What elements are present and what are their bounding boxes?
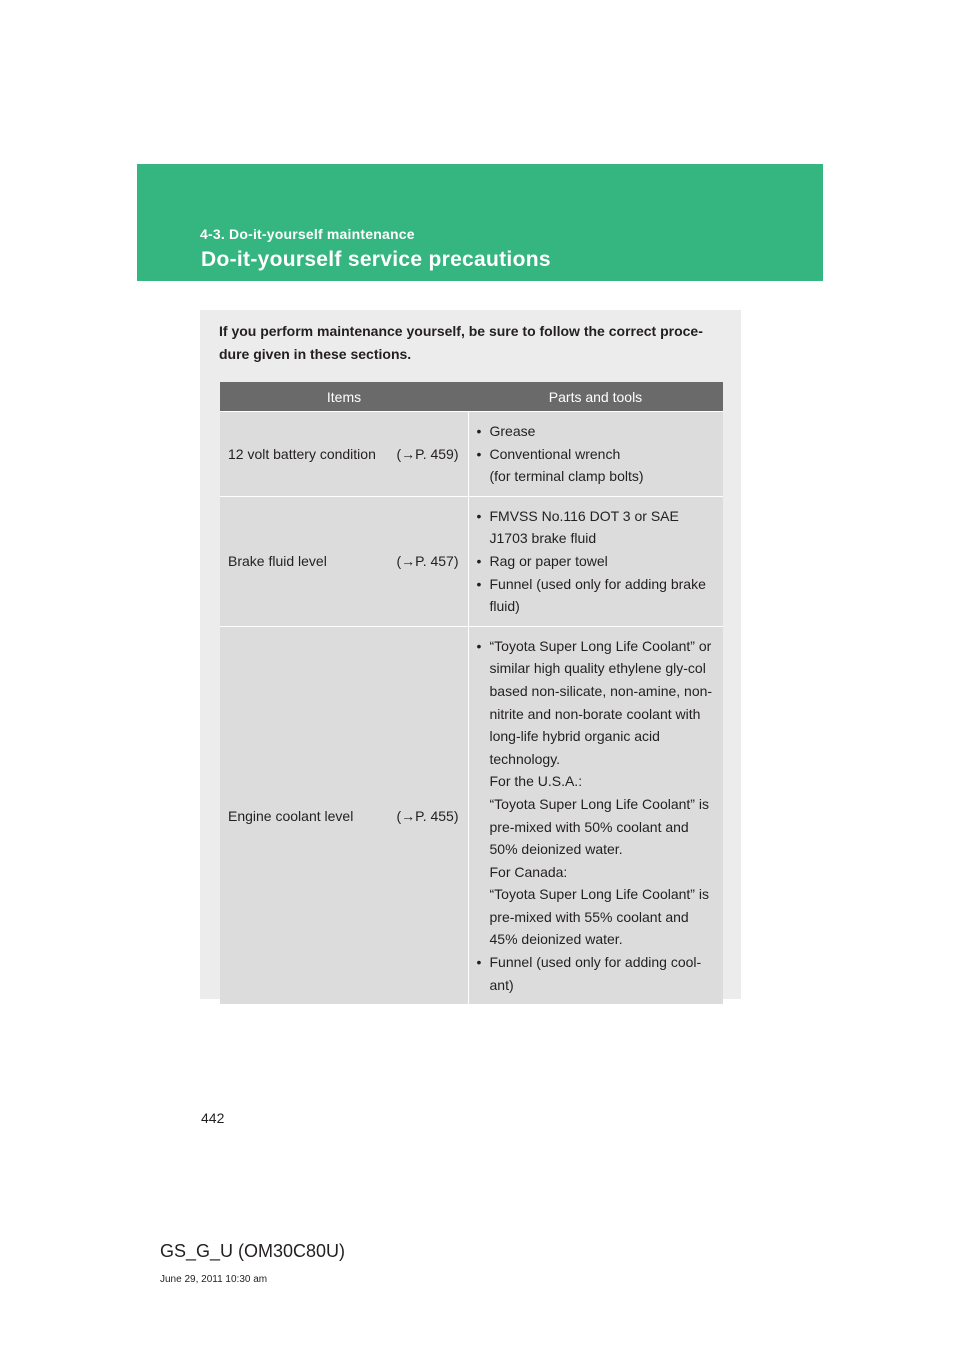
list-item: • Grease: [477, 420, 720, 443]
page-reference-link[interactable]: (→P. 457): [396, 553, 459, 570]
table-header-row: [220, 382, 723, 412]
page-reference-link[interactable]: (→P. 459): [396, 445, 459, 462]
page-number: 442: [201, 1110, 225, 1126]
section-label: 4-3. Do-it-yourself maintenance: [200, 226, 415, 242]
intro-text: If you perform maintenance yourself, be sure to follow the correct proce-dure given in these sections.: [219, 323, 703, 362]
item-name: Brake fluid level: [228, 553, 327, 570]
item-name: Engine coolant level: [228, 807, 354, 824]
tools-cell: [468, 412, 723, 497]
page-reference-link[interactable]: (→P. 455): [396, 807, 459, 824]
table-row: [220, 496, 723, 626]
list-item: • Funnel (used only for adding cool-ant): [477, 951, 720, 996]
tools-cell: [468, 496, 723, 626]
list-item: • Funnel (used only for adding brake fluid): [477, 573, 720, 618]
footer-date: June 29, 2011 10:30 am: [160, 1274, 268, 1285]
list-item: • Rag or paper towel: [477, 550, 720, 573]
table-row: [220, 412, 723, 497]
column-header-items: Items: [220, 382, 468, 412]
table-row: [220, 626, 723, 1004]
footer-document-code: GS_G_U (OM30C80U): [160, 1241, 346, 1261]
list-item: • “Toyota Super Long Life Coolant” or similar high quality ethylene gly-col based non-silicate, non-amine, non-nitrite and non-borate coolant with long-life hybrid organic acid technology. For the U.S.A.: “Toyota Super Long Life Coolant” is pre-mixed with 50% coolant and 50% deionized water. For Canada: “Toyota Super Long Life Coolant” is pre-mixed with 55% coolant and 45% deionized water.: [477, 635, 720, 951]
page-title: Do-it-yourself service precautions: [201, 248, 551, 271]
item-name: 12 volt battery condition: [228, 445, 376, 462]
item-cell: [220, 626, 468, 1004]
list-item: • FMVSS No.116 DOT 3 or SAE J1703 brake fluid: [477, 505, 720, 550]
item-cell: [220, 412, 468, 497]
tools-cell: [468, 626, 723, 1004]
parts-table: [220, 382, 723, 1004]
column-header-parts: Parts and tools: [468, 382, 723, 412]
list-item: • Conventional wrench (for terminal clamp bolts): [477, 443, 720, 488]
item-cell: [220, 496, 468, 626]
